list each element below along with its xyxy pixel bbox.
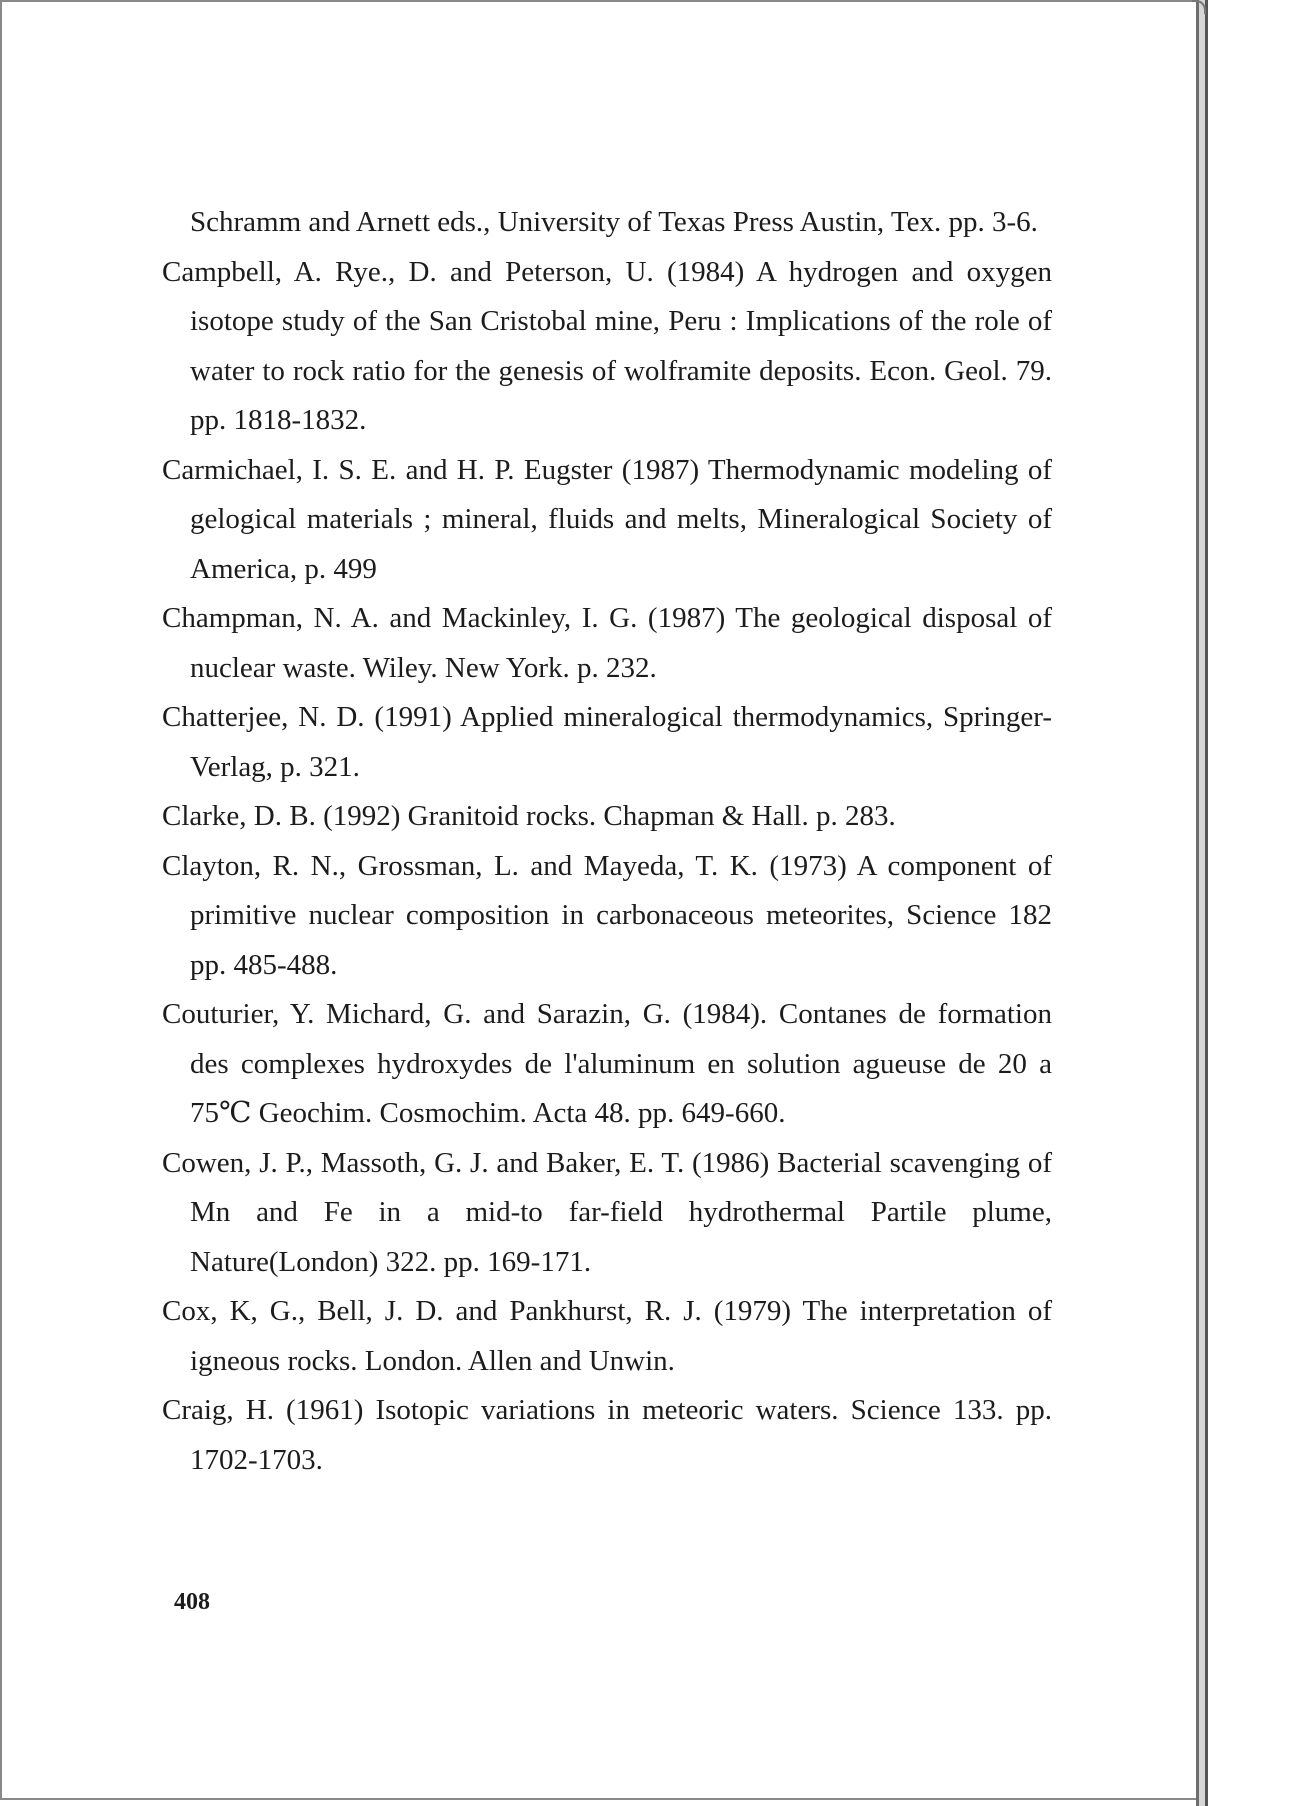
reference-entry-continuation: Schramm and Arnett eds., University of Texas Press Austin, Tex. pp. 3-6. bbox=[190, 206, 1038, 238]
reference-entry: Clarke, D. B. (1992) Granitoid rocks. Chapman & Hall. p. 283. bbox=[162, 800, 896, 832]
reference-entry: Craig, H. (1961) Isotopic variations in meteoric waters. Science 133. pp. 1702-1703. bbox=[162, 1394, 1052, 1476]
reference-entry: Champman, N. A. and Mackinley, I. G. (1987) The geological disposal of nuclear waste. Wiley. New York. p. 232. bbox=[162, 602, 1052, 684]
reference-entry: Cox, K, G., Bell, J. D. and Pankhurst, R. J. (1979) The interpretation of igneous rocks. London. Allen and Unwin. bbox=[162, 1295, 1052, 1377]
reference-entry: Carmichael, I. S. E. and H. P. Eugster (1987) Thermodynamic modeling of gelogical materials ; mineral, fluids and melts, Mineralogical Society of America, p. 499 bbox=[162, 453, 1052, 585]
reference-list bbox=[162, 198, 1052, 1485]
reference-entry: Couturier, Y. Michard, G. and Sarazin, G. (1984). Contanes de formation des complexes hydroxydes de l'aluminum en solution agueuse de 20 a 75℃ Geochim. Cosmochim. Acta 48. pp. 649-660. bbox=[162, 998, 1052, 1129]
page-edge bbox=[1196, 0, 1212, 1806]
reference-entry: Clayton, R. N., Grossman, L. and Mayeda, T. K. (1973) A component of primitive nuclear composition in carbonaceous meteorites, Science 182 pp. 485-488. bbox=[162, 849, 1052, 981]
reference-entry: Campbell, A. Rye., D. and Peterson, U. (1984) A hydrogen and oxygen isotope study of the San Cristobal mine, Peru : Implications of the role of water to rock ratio for the genesis of wolframite deposits. Econ. Geol. 79. pp. 1818-1832. bbox=[162, 255, 1052, 436]
reference-entry: Cowen, J. P., Massoth, G. J. and Baker, E. T. (1986) Bacterial scavenging of Mn and Fe in a mid-to far-field hydrothermal Partile plume, Nature(London) 322. pp. 169-171. bbox=[162, 1146, 1052, 1278]
reference-entry: Chatterjee, N. D. (1991) Applied mineralogical thermodynamics, Springer-Verlag, p. 321. bbox=[162, 701, 1052, 783]
page-number: 408 bbox=[174, 1589, 210, 1615]
